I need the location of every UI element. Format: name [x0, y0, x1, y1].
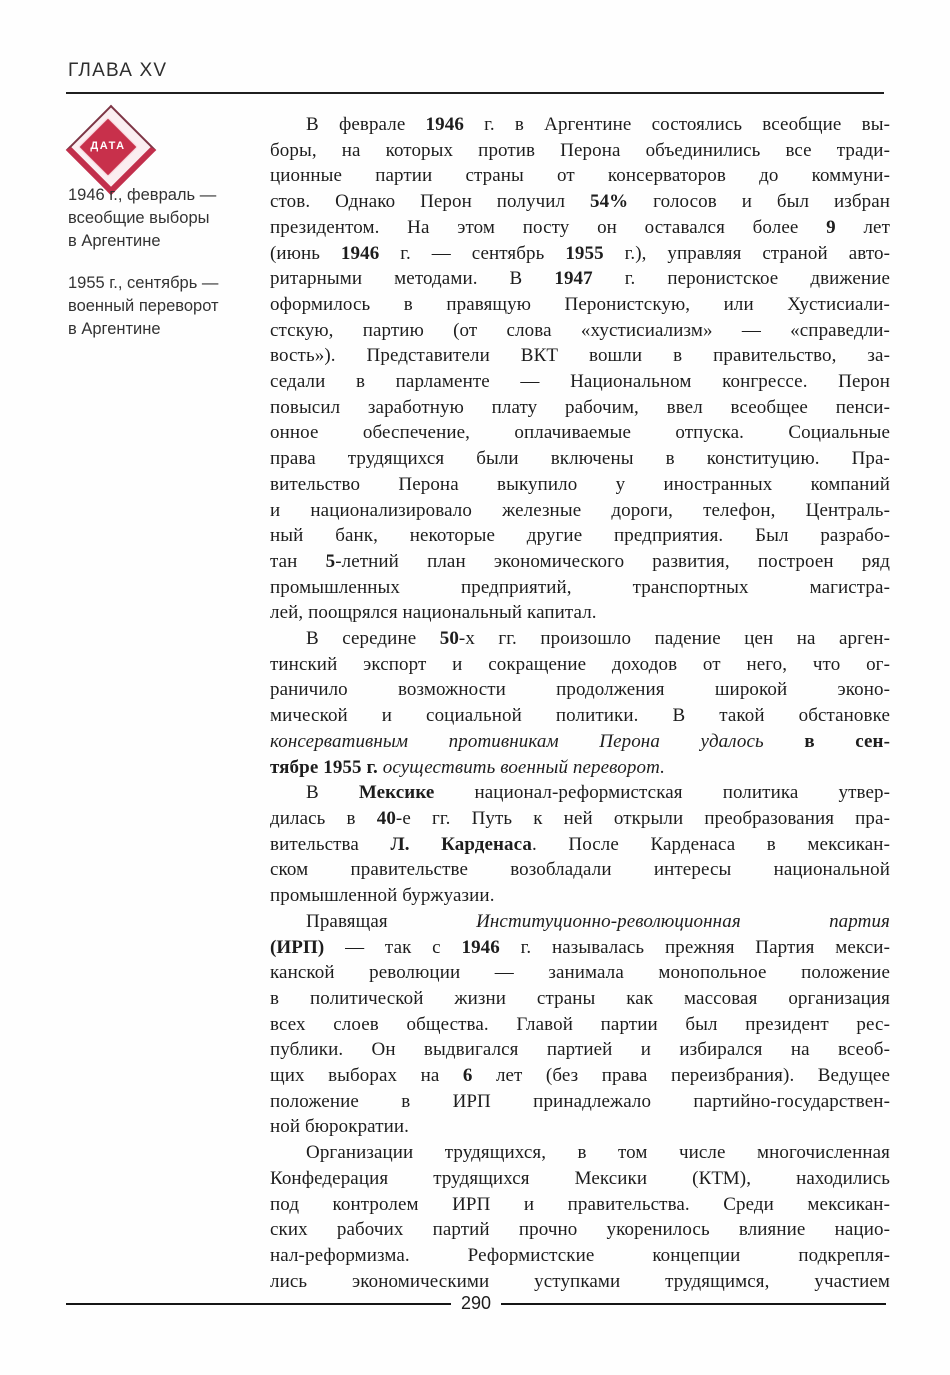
text-run: президентом. На этом посту он оставался более [270, 216, 827, 238]
text-run: голосов и был избран [628, 191, 890, 213]
text-run: В феврале [306, 114, 426, 135]
text-line [270, 832, 890, 858]
text-line [270, 472, 890, 498]
text-line [270, 1089, 890, 1115]
text-line [270, 935, 890, 961]
text-line [270, 883, 890, 909]
text-line [270, 1192, 890, 1218]
margin-note-line: в Аргентине [68, 232, 161, 250]
date-badge-label: ДАТА [90, 140, 126, 152]
text-run: повысил заработную плату рабочим, ввел всеобщее пенси- [270, 396, 890, 418]
text-line [270, 215, 890, 241]
margin-note-line: военный переворот [68, 297, 219, 315]
number-text: 1946 [461, 936, 500, 958]
text-run: мической и социальной политики. В такой обстановке [270, 705, 890, 727]
text-run: Организации трудящихся, в том числе многочисленная [306, 1142, 890, 1164]
text-line [270, 755, 890, 781]
text-line [270, 318, 890, 344]
text-line [270, 189, 890, 215]
text-run: (ИРП) [270, 936, 325, 958]
text-run: оформилось в правящую Перонистскую, или Хустисиали- [270, 293, 890, 315]
text-run: г. в Аргентине состоялись всеобщие вы- [463, 114, 890, 135]
text-run: лись экономическими уступками трудящимся, участием [270, 1270, 890, 1292]
text-run: лет (без права переизбрания). Ведущее [472, 1065, 890, 1087]
text-run: г. [361, 756, 383, 778]
text-run: г.), управляя страной авто- [603, 242, 891, 264]
text-line [270, 369, 890, 395]
text-line [270, 909, 890, 935]
margin-note [68, 184, 263, 253]
text-run: вость»). Представители ВКТ вошли в правительство, за- [270, 345, 890, 367]
text-line [270, 1217, 890, 1243]
text-line [270, 241, 890, 267]
text-run: -х гг. произошло падение цен на арген- [458, 628, 890, 650]
number-text: 6 [462, 1065, 473, 1087]
number-text: 1955 [323, 756, 362, 778]
text-line [270, 626, 890, 652]
text-line [270, 960, 890, 986]
text-run: Л. Карденаса [390, 833, 532, 855]
text-run: ционные партии страны от консерваторов до коммуни- [270, 165, 890, 187]
margin-note-line: всеобщие выборы [68, 209, 210, 227]
text-line [270, 1037, 890, 1063]
text-line [270, 138, 890, 164]
text-run: г. называлась прежняя Партия мекси- [499, 936, 890, 958]
text-run: вительства [270, 833, 391, 855]
text-line [270, 446, 890, 472]
text-line [270, 1063, 890, 1089]
body-text [270, 112, 890, 1294]
text-run: В середине [306, 628, 440, 650]
number-text: 5 [325, 550, 336, 572]
text-run: промышленной буржуазии. [270, 885, 495, 907]
text-run: г. перонистское движение [592, 268, 890, 290]
text-line [270, 600, 890, 626]
text-run: лет [835, 216, 890, 238]
text-run: под контролем ИРП и правительства. Среди мексикан- [270, 1193, 890, 1215]
text-line [270, 112, 890, 138]
text-line [270, 343, 890, 369]
text-line [270, 1166, 890, 1192]
text-run: г. — сентябрь [379, 242, 566, 264]
text-run: публики. Он выдвигался партией и избирался на всеоб- [270, 1039, 890, 1061]
text-run: ских рабочих партий прочно укоренилось влияние нацио- [270, 1219, 890, 1241]
text-run: Мексике [358, 782, 435, 804]
text-line [270, 163, 890, 189]
text-run: ритарными методами. В [270, 268, 555, 290]
text-run: в политической жизни страны как массовая организация [270, 987, 890, 1009]
text-run: В [306, 782, 359, 804]
number-text: 54% [589, 191, 629, 213]
text-run: -е гг. Путь к ней открыли преобразования пра- [395, 807, 890, 829]
text-run: тябре [270, 756, 324, 778]
text-line [270, 1012, 890, 1038]
text-run: тан [270, 550, 326, 572]
number-text: 50 [439, 628, 459, 650]
text-line [270, 857, 890, 883]
page-number: 290 [460, 1293, 492, 1313]
text-line [270, 806, 890, 832]
margin-note-line: 1955 г., сентябрь — [68, 274, 219, 292]
text-run: канской революции — занимала монопольное положение [270, 962, 890, 984]
margin-note [68, 272, 263, 341]
text-run: стскую, партию (от слова «хустисиализм» — «справедли- [270, 319, 890, 341]
text-run: лей, поощрялся национальный капитал. [270, 602, 597, 624]
number-text: 9 [826, 216, 836, 238]
header-rule [66, 92, 884, 94]
text-line [270, 652, 890, 678]
text-run: вительство Перона выкупило у иностранных компаний [270, 473, 890, 495]
date-badge [62, 104, 152, 196]
text-line [270, 780, 890, 806]
text-line [270, 729, 890, 755]
text-run: Институционно-революционная партия [476, 910, 890, 932]
text-run: тинский экспорт и сокращение доходов от него, что ог- [270, 653, 890, 675]
text-run: промышленных предприятий, транспортных магистра- [270, 576, 890, 598]
text-run: положение в ИРП принадлежало партийно-государствен- [270, 1090, 890, 1112]
text-run: дилась в [270, 807, 377, 829]
text-run: . После Карденаса в мексикан- [532, 833, 890, 855]
text-line [270, 1140, 890, 1166]
footer-rule-left [66, 1303, 451, 1305]
text-line [270, 498, 890, 524]
text-line [270, 1114, 890, 1140]
footer-rule-right [501, 1303, 886, 1305]
text-run: боры, на которых против Перона объединились все тради- [270, 139, 890, 161]
text-line [270, 292, 890, 318]
text-line [270, 549, 890, 575]
margin-notes [68, 184, 263, 360]
text-run: и национализировало железные дороги, телефон, Централь- [270, 499, 890, 521]
text-line [270, 1269, 890, 1295]
text-run: ском правительстве возобладали интересы национальной [270, 859, 890, 881]
text-run: осуществить военный переворот. [382, 756, 665, 778]
text-run: в сен- [804, 730, 890, 752]
text-run: седали в парламенте — Национальном конгрессе. Перон [270, 371, 890, 393]
text-line [270, 703, 890, 729]
text-run: -летний план экономического развития, построен ряд [335, 550, 890, 572]
margin-note-line: в Аргентине [68, 320, 161, 338]
text-run: нал-реформизма. Реформистские концепции подкрепля- [270, 1244, 890, 1266]
text-run: — так с [324, 936, 462, 958]
text-run: ной бюрократии. [270, 1116, 410, 1138]
text-line [270, 677, 890, 703]
text-run: Правящая [306, 910, 477, 932]
number-text: 1946 [340, 242, 380, 264]
text-line [270, 523, 890, 549]
chapter-heading: ГЛАВА XV [68, 60, 168, 81]
text-line [270, 420, 890, 446]
text-run: (июнь [270, 242, 341, 264]
text-run: Конфедерация трудящихся Мексики (КТМ), находились [270, 1167, 890, 1189]
text-line [270, 575, 890, 601]
page-footer [66, 1293, 886, 1314]
number-text: 1947 [554, 268, 593, 290]
text-line [270, 1243, 890, 1269]
text-run: ный банк, некоторые другие предприятия. Был разрабо- [270, 525, 890, 547]
number-text: 1946 [425, 114, 464, 135]
text-run: всех слоев общества. Главой партии был президент рес- [270, 1013, 890, 1035]
text-line [270, 395, 890, 421]
text-line [270, 266, 890, 292]
number-text: 40 [376, 807, 396, 829]
text-run: раничило возможности продолжения широкой эконо- [270, 679, 890, 701]
text-run: консервативным противникам Перона удалось [270, 730, 805, 752]
text-run: стов. Однако Перон получил [270, 191, 590, 213]
margin-note-line: 1946 г., февраль — [68, 186, 217, 204]
text-line [270, 986, 890, 1012]
text-run: национал-реформистская политика утвер- [434, 782, 891, 804]
text-run: онное обеспечение, оплачиваемые отпуска. Социальные [270, 422, 890, 444]
text-run: права трудящихся были включены в конституцию. Пра- [270, 448, 890, 470]
text-run: щих выборах на [270, 1065, 463, 1087]
number-text: 1955 [565, 242, 604, 264]
